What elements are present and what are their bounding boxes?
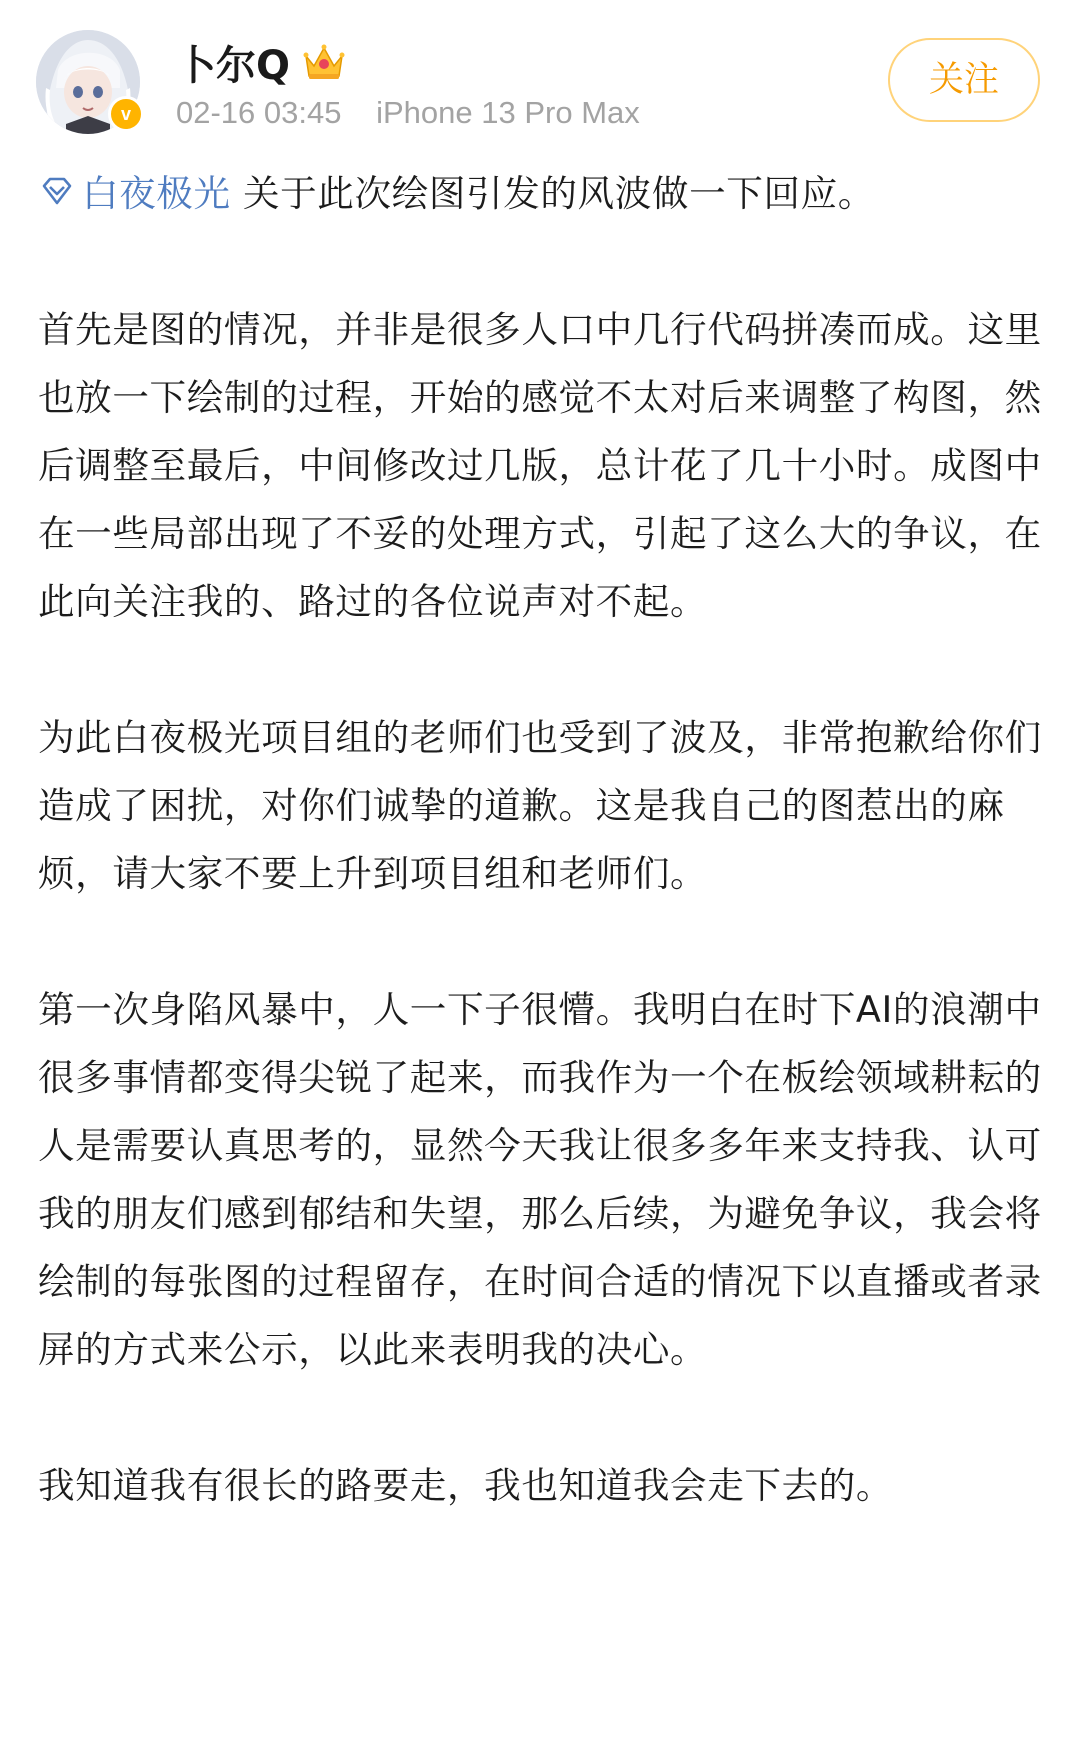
post-device: iPhone 13 Pro Max xyxy=(376,95,640,130)
username-row xyxy=(176,32,346,92)
diamond-icon xyxy=(38,172,76,210)
verified-badge-icon: v xyxy=(108,96,144,132)
crown-icon xyxy=(302,42,346,82)
post-paragraph-3: 第一次身陷风暴中，人一下子很懵。我明白在时下AI的浪潮中很多事情都变得尖锐了起来，而我作为一个在板绘领域耕耘的人是需要认真思考的，显然今天我让很多多年来支持我、认可我的朋友们感到郁结和失望，那么后续，为避免争议，我会将绘制的每张图的过程留存，在时间合适的情况下以直播或者录屏的方式来公示，以此来表明我的决心。 xyxy=(38,988,1042,1371)
post-meta xyxy=(176,95,640,131)
post-paragraph-1: 首先是图的情况，并非是很多人口中几行代码拼凑而成。这里也放一下绘制的过程，开始的感觉不太对后来调整了构图，然后调整至最后，中间修改过几版，总计花了几十小时。成图中在一些局部出现了不妥的处理方式，引起了这么大的争议，在此向关注我的、路过的各位说声对不起。 xyxy=(38,308,1042,623)
post-intro xyxy=(38,160,1048,228)
post-timestamp: 02-16 03:45 xyxy=(176,95,342,130)
topic-tag-label: 白夜极光 xyxy=(82,172,231,215)
follow-button[interactable]: 关注 xyxy=(888,38,1040,122)
topic-tag-link[interactable] xyxy=(38,172,231,215)
username[interactable]: 卜尔Q xyxy=(176,42,291,89)
post-intro-text: 关于此次绘图引发的风波做一下回应。 xyxy=(230,172,875,215)
post-paragraph-4: 我知道我有很长的路要走，我也知道我会走下去的。 xyxy=(38,1464,894,1507)
post-paragraph-2: 为此白夜极光项目组的老师们也受到了波及，非常抱歉给你们造成了困扰，对你们诚挚的道歉。这是我自己的图惹出的麻烦，请大家不要上升到项目组和老师们。 xyxy=(38,716,1042,895)
avatar[interactable] xyxy=(36,30,140,134)
post-header xyxy=(0,0,1080,150)
post-body xyxy=(38,160,1048,1520)
